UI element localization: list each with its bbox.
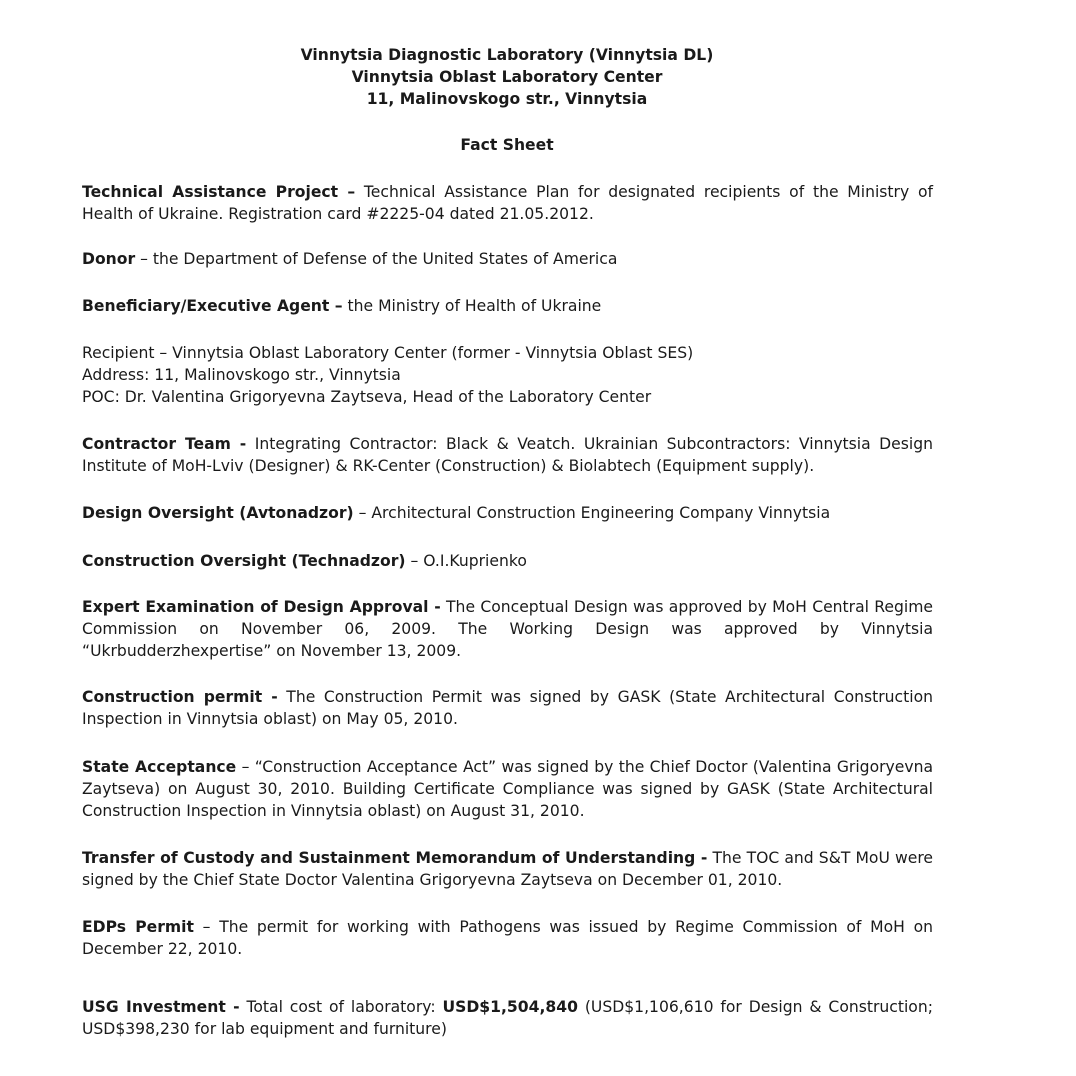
usg-investment-breakdown: (USD$1,106,610 for Design & Construction; USD$398,230 for lab equipment and furniture) <box>82 998 933 1038</box>
edps-permit-section <box>82 916 933 960</box>
beneficiary-label: Beneficiary/Executive Agent – <box>82 297 343 315</box>
design-oversight-label: Design Oversight (Avtonadzor) <box>82 504 354 522</box>
recipient-line: Recipient – Vinnytsia Oblast Laboratory Center (former - Vinnytsia Oblast SES) <box>82 344 694 362</box>
recipient-section <box>82 342 933 408</box>
header-address: 11, Malinovskogo str., Vinnytsia <box>366 90 648 108</box>
technical-assistance-label: Technical Assistance Project – <box>82 183 356 201</box>
edps-permit-label: EDPs Permit <box>82 918 194 936</box>
usg-investment-text: Total cost of laboratory: <box>239 998 443 1016</box>
state-acceptance-label: State Acceptance <box>82 758 237 776</box>
construction-permit-text: The Construction Permit was signed by GASK (State Architectural Construction Inspection in Vinnytsia oblast) on May 05, 2010. <box>82 688 933 728</box>
technical-assistance-section <box>82 181 933 225</box>
state-acceptance-text: – “Construction Acceptance Act” was signed by the Chief Doctor (Valentina Grigoryevna Zaytseva) on August 30, 2010. Building Certificate Compliance was signed by GASK (State Architectural Construction Inspection in Vinnytsia oblast) on August 31, 2010. <box>82 758 934 820</box>
header-lab-name: Vinnytsia Diagnostic Laboratory (Vinnytsia DL) <box>300 46 714 64</box>
recipient-address: Address: 11, Malinovskogo str., Vinnytsia <box>82 366 401 384</box>
donor-label: Donor <box>82 250 136 268</box>
technical-assistance-text: Technical Assistance Plan for designated recipients of the Ministry of Health of Ukraine. Registration card #2225-04 dated 21.05.2012. <box>82 183 933 223</box>
contractor-text: Integrating Contractor: Black & Veatch. Ukrainian Subcontractors: Vinnytsia Design Institute of MoH-Lviv (Designer) & RK-Center (Construction) & Biolabtech (Equipment supply). <box>82 435 933 475</box>
header-center-name: Vinnytsia Oblast Laboratory Center <box>351 68 663 86</box>
contractor-section <box>82 433 933 477</box>
construction-oversight-section <box>82 550 933 572</box>
usg-investment-label: USG Investment - <box>82 998 240 1016</box>
construction-oversight-label: Construction Oversight (Technadzor) <box>82 552 406 570</box>
transfer-custody-text: The TOC and S&T MoU were signed by the Chief State Doctor Valentina Grigoryevna Zaytseva on December 01, 2010. <box>82 849 933 889</box>
expert-examination-label: Expert Examination of Design Approval - <box>82 598 441 616</box>
expert-examination-section <box>82 596 933 662</box>
edps-permit-text: – The permit for working with Pathogens was issued by Regime Commission of MoH on December 22, 2010. <box>82 918 933 958</box>
design-oversight-section <box>82 502 933 524</box>
design-oversight-text: – Architectural Construction Engineering Company Vinnytsia <box>353 504 831 522</box>
usg-investment-total: USD$1,504,840 <box>442 998 578 1016</box>
donor-text: – the Department of Defense of the United States of America <box>135 250 618 268</box>
beneficiary-section <box>82 295 933 317</box>
document-header <box>0 44 1014 110</box>
construction-permit-label: Construction permit - <box>82 688 278 706</box>
contractor-label: Contractor Team - <box>82 435 247 453</box>
recipient-poc: POC: Dr. Valentina Grigoryevna Zaytseva, Head of the Laboratory Center <box>82 388 652 406</box>
beneficiary-text: the Ministry of Health of Ukraine <box>342 297 602 315</box>
document-title: Fact Sheet <box>460 136 554 154</box>
state-acceptance-section <box>82 756 933 822</box>
construction-permit-section <box>82 686 933 730</box>
transfer-custody-section <box>82 847 933 891</box>
transfer-custody-label: Transfer of Custody and Sustainment Memorandum of Understanding - <box>82 849 708 867</box>
usg-investment-section <box>82 996 933 1040</box>
construction-oversight-text: – O.I.Kuprienko <box>405 552 527 570</box>
donor-section <box>82 248 933 270</box>
expert-examination-text: The Conceptual Design was approved by MoH Central Regime Commission on November 06, 2009. The Working Design was approved by Vinnytsia “Ukrbudderzhexpertise” on November 13, 2009. <box>82 598 934 660</box>
